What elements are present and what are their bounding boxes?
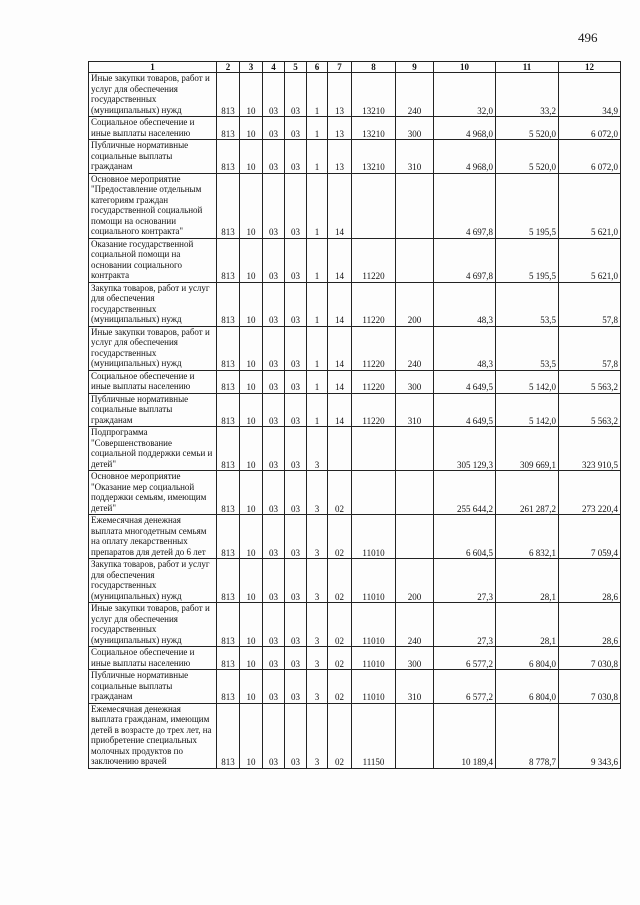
subsection-cell: 03 bbox=[263, 370, 285, 393]
item-name-cell: Социальное обеспечение и иные выплаты населению bbox=[89, 647, 217, 670]
amount-cell: 5 142,0 bbox=[496, 393, 559, 427]
subsection-cell: 03 bbox=[263, 282, 285, 326]
direction-cell: 11220 bbox=[352, 238, 396, 282]
item-name-cell: Закупка товаров, работ и услуг для обеспечения государственных (муниципальных) нужд bbox=[89, 559, 217, 603]
amount-cell: 5 520,0 bbox=[496, 117, 559, 140]
amount-cell: 28,6 bbox=[559, 603, 621, 647]
amount-cell: 6 804,0 bbox=[496, 647, 559, 670]
section-cell: 10 bbox=[240, 647, 263, 670]
section-cell: 10 bbox=[240, 326, 263, 370]
subsection-cell: 03 bbox=[263, 73, 285, 117]
column-header: 5 bbox=[285, 62, 307, 73]
column-header: 11 bbox=[496, 62, 559, 73]
subprogram-cell: 1 bbox=[307, 393, 328, 427]
direction-cell: 11220 bbox=[352, 326, 396, 370]
amount-cell: 261 287,2 bbox=[496, 471, 559, 515]
admin-code-cell: 813 bbox=[217, 326, 240, 370]
program-cell: 03 bbox=[285, 173, 307, 238]
amount-cell: 27,3 bbox=[434, 603, 496, 647]
amount-cell: 33,2 bbox=[496, 73, 559, 117]
subprogram-cell: 3 bbox=[307, 515, 328, 559]
expense-type-cell: 300 bbox=[396, 370, 434, 393]
section-cell: 10 bbox=[240, 703, 263, 768]
item-name-cell: Публичные нормативные социальные выплаты гражданам bbox=[89, 670, 217, 704]
subprogram-cell: 1 bbox=[307, 238, 328, 282]
measure-cell: 02 bbox=[328, 603, 352, 647]
table-row bbox=[89, 427, 621, 471]
measure-cell: 02 bbox=[328, 670, 352, 704]
section-cell: 10 bbox=[240, 393, 263, 427]
table-row bbox=[89, 370, 621, 393]
admin-code-cell: 813 bbox=[217, 393, 240, 427]
amount-cell: 32,0 bbox=[434, 73, 496, 117]
item-name-cell: Ежемесячная денежная выплата гражданам, имеющим детей в возрасте до трех лет, на приобретение специальных молочных продуктов по заключению врачей bbox=[89, 703, 217, 768]
program-cell: 03 bbox=[285, 282, 307, 326]
amount-cell: 323 910,5 bbox=[559, 427, 621, 471]
amount-cell: 10 189,4 bbox=[434, 703, 496, 768]
expense-type-cell: 310 bbox=[396, 393, 434, 427]
admin-code-cell: 813 bbox=[217, 471, 240, 515]
measure-cell: 13 bbox=[328, 117, 352, 140]
amount-cell: 4 649,5 bbox=[434, 370, 496, 393]
admin-code-cell: 813 bbox=[217, 140, 240, 174]
measure-cell: 14 bbox=[328, 282, 352, 326]
measure-cell: 14 bbox=[328, 393, 352, 427]
subsection-cell: 03 bbox=[263, 647, 285, 670]
admin-code-cell: 813 bbox=[217, 73, 240, 117]
table-row bbox=[89, 603, 621, 647]
table-row bbox=[89, 647, 621, 670]
item-name-cell: Ежемесячная денежная выплата многодетным семьям на оплату лекарственных препаратов для детей до 6 лет bbox=[89, 515, 217, 559]
program-cell: 03 bbox=[285, 117, 307, 140]
subsection-cell: 03 bbox=[263, 117, 285, 140]
program-cell: 03 bbox=[285, 647, 307, 670]
amount-cell: 57,8 bbox=[559, 282, 621, 326]
direction-cell: 11010 bbox=[352, 559, 396, 603]
measure-cell: 14 bbox=[328, 370, 352, 393]
item-name-cell: Публичные нормативные социальные выплаты гражданам bbox=[89, 393, 217, 427]
item-name-cell: Социальное обеспечение и иные выплаты населению bbox=[89, 370, 217, 393]
expense-type-cell: 240 bbox=[396, 326, 434, 370]
column-header: 10 bbox=[434, 62, 496, 73]
measure-cell: 14 bbox=[328, 173, 352, 238]
subprogram-cell: 1 bbox=[307, 117, 328, 140]
expense-type-cell bbox=[396, 238, 434, 282]
amount-cell: 48,3 bbox=[434, 326, 496, 370]
subsection-cell: 03 bbox=[263, 603, 285, 647]
program-cell: 03 bbox=[285, 370, 307, 393]
direction-cell bbox=[352, 471, 396, 515]
program-cell: 03 bbox=[285, 515, 307, 559]
program-cell: 03 bbox=[285, 73, 307, 117]
table-row bbox=[89, 117, 621, 140]
column-header: 2 bbox=[217, 62, 240, 73]
subprogram-cell: 1 bbox=[307, 326, 328, 370]
measure-cell: 13 bbox=[328, 73, 352, 117]
section-cell: 10 bbox=[240, 670, 263, 704]
table-row bbox=[89, 703, 621, 768]
admin-code-cell: 813 bbox=[217, 427, 240, 471]
amount-cell: 27,3 bbox=[434, 559, 496, 603]
expense-type-cell bbox=[396, 471, 434, 515]
table-body bbox=[89, 73, 621, 769]
admin-code-cell: 813 bbox=[217, 370, 240, 393]
program-cell: 03 bbox=[285, 427, 307, 471]
direction-cell bbox=[352, 173, 396, 238]
measure-cell: 02 bbox=[328, 515, 352, 559]
amount-cell: 6 804,0 bbox=[496, 670, 559, 704]
column-header: 6 bbox=[307, 62, 328, 73]
program-cell: 03 bbox=[285, 471, 307, 515]
amount-cell: 5 563,2 bbox=[559, 370, 621, 393]
subprogram-cell: 1 bbox=[307, 173, 328, 238]
amount-cell: 53,5 bbox=[496, 326, 559, 370]
direction-cell: 11150 bbox=[352, 703, 396, 768]
item-name-cell: Иные закупки товаров, работ и услуг для обеспечения государственных (муниципальных) нужд bbox=[89, 73, 217, 117]
admin-code-cell: 813 bbox=[217, 238, 240, 282]
direction-cell: 13210 bbox=[352, 73, 396, 117]
amount-cell: 28,1 bbox=[496, 603, 559, 647]
table-row bbox=[89, 282, 621, 326]
admin-code-cell: 813 bbox=[217, 173, 240, 238]
program-cell: 03 bbox=[285, 140, 307, 174]
amount-cell: 5 563,2 bbox=[559, 393, 621, 427]
subsection-cell: 03 bbox=[263, 515, 285, 559]
subprogram-cell: 3 bbox=[307, 427, 328, 471]
amount-cell: 9 343,6 bbox=[559, 703, 621, 768]
amount-cell: 4 697,8 bbox=[434, 238, 496, 282]
measure-cell: 14 bbox=[328, 326, 352, 370]
subprogram-cell: 3 bbox=[307, 703, 328, 768]
amount-cell: 5 520,0 bbox=[496, 140, 559, 174]
admin-code-cell: 813 bbox=[217, 670, 240, 704]
page-number: 496 bbox=[578, 30, 598, 45]
table-row bbox=[89, 515, 621, 559]
subprogram-cell: 3 bbox=[307, 559, 328, 603]
table-row bbox=[89, 238, 621, 282]
admin-code-cell: 813 bbox=[217, 282, 240, 326]
amount-cell: 309 669,1 bbox=[496, 427, 559, 471]
subprogram-cell: 1 bbox=[307, 370, 328, 393]
column-header: 4 bbox=[263, 62, 285, 73]
direction-cell bbox=[352, 427, 396, 471]
amount-cell: 6 072,0 bbox=[559, 140, 621, 174]
section-cell: 10 bbox=[240, 73, 263, 117]
amount-cell: 48,3 bbox=[434, 282, 496, 326]
item-name-cell: Подпрограмма "Совершенствование социальной поддержки семьи и детей" bbox=[89, 427, 217, 471]
column-header: 8 bbox=[352, 62, 396, 73]
program-cell: 03 bbox=[285, 326, 307, 370]
subprogram-cell: 1 bbox=[307, 140, 328, 174]
item-name-cell: Иные закупки товаров, работ и услуг для обеспечения государственных (муниципальных) нужд bbox=[89, 603, 217, 647]
table-row bbox=[89, 393, 621, 427]
amount-cell: 28,1 bbox=[496, 559, 559, 603]
item-name-cell: Основное мероприятие "Оказание мер социальной поддержки семьям, имеющим детей" bbox=[89, 471, 217, 515]
table-row bbox=[89, 559, 621, 603]
amount-cell: 273 220,4 bbox=[559, 471, 621, 515]
section-cell: 10 bbox=[240, 603, 263, 647]
item-name-cell: Оказание государственной социальной помощи на основании социального контракта bbox=[89, 238, 217, 282]
subsection-cell: 03 bbox=[263, 238, 285, 282]
amount-cell: 6 577,2 bbox=[434, 670, 496, 704]
table-row bbox=[89, 670, 621, 704]
subsection-cell: 03 bbox=[263, 471, 285, 515]
section-cell: 10 bbox=[240, 282, 263, 326]
item-name-cell: Иные закупки товаров, работ и услуг для обеспечения государственных (муниципальных) нужд bbox=[89, 326, 217, 370]
item-name-cell: Социальное обеспечение и иные выплаты населению bbox=[89, 117, 217, 140]
column-header: 12 bbox=[559, 62, 621, 73]
budget-table bbox=[88, 61, 621, 769]
amount-cell: 4 968,0 bbox=[434, 117, 496, 140]
direction-cell: 11220 bbox=[352, 282, 396, 326]
amount-cell: 4 649,5 bbox=[434, 393, 496, 427]
section-cell: 10 bbox=[240, 559, 263, 603]
expense-type-cell: 300 bbox=[396, 117, 434, 140]
amount-cell: 57,8 bbox=[559, 326, 621, 370]
section-cell: 10 bbox=[240, 117, 263, 140]
table-row bbox=[89, 73, 621, 117]
measure-cell: 02 bbox=[328, 471, 352, 515]
measure-cell: 14 bbox=[328, 238, 352, 282]
subsection-cell: 03 bbox=[263, 173, 285, 238]
measure-cell: 02 bbox=[328, 559, 352, 603]
amount-cell: 8 778,7 bbox=[496, 703, 559, 768]
table-row bbox=[89, 326, 621, 370]
expense-type-cell: 300 bbox=[396, 647, 434, 670]
measure-cell: 02 bbox=[328, 703, 352, 768]
amount-cell: 7 030,8 bbox=[559, 647, 621, 670]
amount-cell: 5 142,0 bbox=[496, 370, 559, 393]
column-header: 3 bbox=[240, 62, 263, 73]
admin-code-cell: 813 bbox=[217, 117, 240, 140]
admin-code-cell: 813 bbox=[217, 603, 240, 647]
subprogram-cell: 3 bbox=[307, 471, 328, 515]
amount-cell: 4 968,0 bbox=[434, 140, 496, 174]
table-row bbox=[89, 140, 621, 174]
amount-cell: 305 129,3 bbox=[434, 427, 496, 471]
amount-cell: 7 030,8 bbox=[559, 670, 621, 704]
subprogram-cell: 3 bbox=[307, 647, 328, 670]
admin-code-cell: 813 bbox=[217, 559, 240, 603]
section-cell: 10 bbox=[240, 515, 263, 559]
amount-cell: 6 604,5 bbox=[434, 515, 496, 559]
expense-type-cell: 310 bbox=[396, 670, 434, 704]
program-cell: 03 bbox=[285, 670, 307, 704]
expense-type-cell: 310 bbox=[396, 140, 434, 174]
measure-cell: 13 bbox=[328, 140, 352, 174]
direction-cell: 11010 bbox=[352, 603, 396, 647]
table-row bbox=[89, 471, 621, 515]
amount-cell: 53,5 bbox=[496, 282, 559, 326]
direction-cell: 11010 bbox=[352, 515, 396, 559]
program-cell: 03 bbox=[285, 393, 307, 427]
expense-type-cell: 200 bbox=[396, 559, 434, 603]
admin-code-cell: 813 bbox=[217, 703, 240, 768]
amount-cell: 4 697,8 bbox=[434, 173, 496, 238]
item-name-cell: Основное мероприятие "Предоставление отдельным категориям граждан государственной социальной помощи на основании социального контракта" bbox=[89, 173, 217, 238]
subprogram-cell: 3 bbox=[307, 670, 328, 704]
program-cell: 03 bbox=[285, 603, 307, 647]
table-row bbox=[89, 173, 621, 238]
measure-cell bbox=[328, 427, 352, 471]
section-cell: 10 bbox=[240, 173, 263, 238]
direction-cell: 11220 bbox=[352, 370, 396, 393]
program-cell: 03 bbox=[285, 559, 307, 603]
amount-cell: 255 644,2 bbox=[434, 471, 496, 515]
program-cell: 03 bbox=[285, 238, 307, 282]
subprogram-cell: 1 bbox=[307, 73, 328, 117]
measure-cell: 02 bbox=[328, 647, 352, 670]
column-header: 7 bbox=[328, 62, 352, 73]
item-name-cell: Закупка товаров, работ и услуг для обеспечения государственных (муниципальных) нужд bbox=[89, 282, 217, 326]
expense-type-cell: 200 bbox=[396, 282, 434, 326]
section-cell: 10 bbox=[240, 370, 263, 393]
amount-cell: 5 621,0 bbox=[559, 238, 621, 282]
subsection-cell: 03 bbox=[263, 427, 285, 471]
expense-type-cell bbox=[396, 515, 434, 559]
amount-cell: 5 195,5 bbox=[496, 238, 559, 282]
direction-cell: 13210 bbox=[352, 140, 396, 174]
amount-cell: 5 195,5 bbox=[496, 173, 559, 238]
amount-cell: 7 059,4 bbox=[559, 515, 621, 559]
subsection-cell: 03 bbox=[263, 703, 285, 768]
expense-type-cell bbox=[396, 427, 434, 471]
amount-cell: 6 577,2 bbox=[434, 647, 496, 670]
subprogram-cell: 1 bbox=[307, 282, 328, 326]
section-cell: 10 bbox=[240, 140, 263, 174]
amount-cell: 5 621,0 bbox=[559, 173, 621, 238]
section-cell: 10 bbox=[240, 471, 263, 515]
section-cell: 10 bbox=[240, 427, 263, 471]
expense-type-cell: 240 bbox=[396, 603, 434, 647]
column-header: 9 bbox=[396, 62, 434, 73]
direction-cell: 11220 bbox=[352, 393, 396, 427]
direction-cell: 13210 bbox=[352, 117, 396, 140]
amount-cell: 6 832,1 bbox=[496, 515, 559, 559]
expense-type-cell: 240 bbox=[396, 73, 434, 117]
subsection-cell: 03 bbox=[263, 559, 285, 603]
program-cell: 03 bbox=[285, 703, 307, 768]
item-name-cell: Публичные нормативные социальные выплаты гражданам bbox=[89, 140, 217, 174]
expense-type-cell bbox=[396, 703, 434, 768]
amount-cell: 6 072,0 bbox=[559, 117, 621, 140]
direction-cell: 11010 bbox=[352, 647, 396, 670]
subsection-cell: 03 bbox=[263, 140, 285, 174]
subsection-cell: 03 bbox=[263, 393, 285, 427]
amount-cell: 28,6 bbox=[559, 559, 621, 603]
expense-type-cell bbox=[396, 173, 434, 238]
column-header: 1 bbox=[89, 62, 217, 73]
admin-code-cell: 813 bbox=[217, 515, 240, 559]
amount-cell: 34,9 bbox=[559, 73, 621, 117]
section-cell: 10 bbox=[240, 238, 263, 282]
subsection-cell: 03 bbox=[263, 670, 285, 704]
table-header-row bbox=[89, 62, 621, 73]
direction-cell: 11010 bbox=[352, 670, 396, 704]
admin-code-cell: 813 bbox=[217, 647, 240, 670]
subsection-cell: 03 bbox=[263, 326, 285, 370]
subprogram-cell: 3 bbox=[307, 603, 328, 647]
